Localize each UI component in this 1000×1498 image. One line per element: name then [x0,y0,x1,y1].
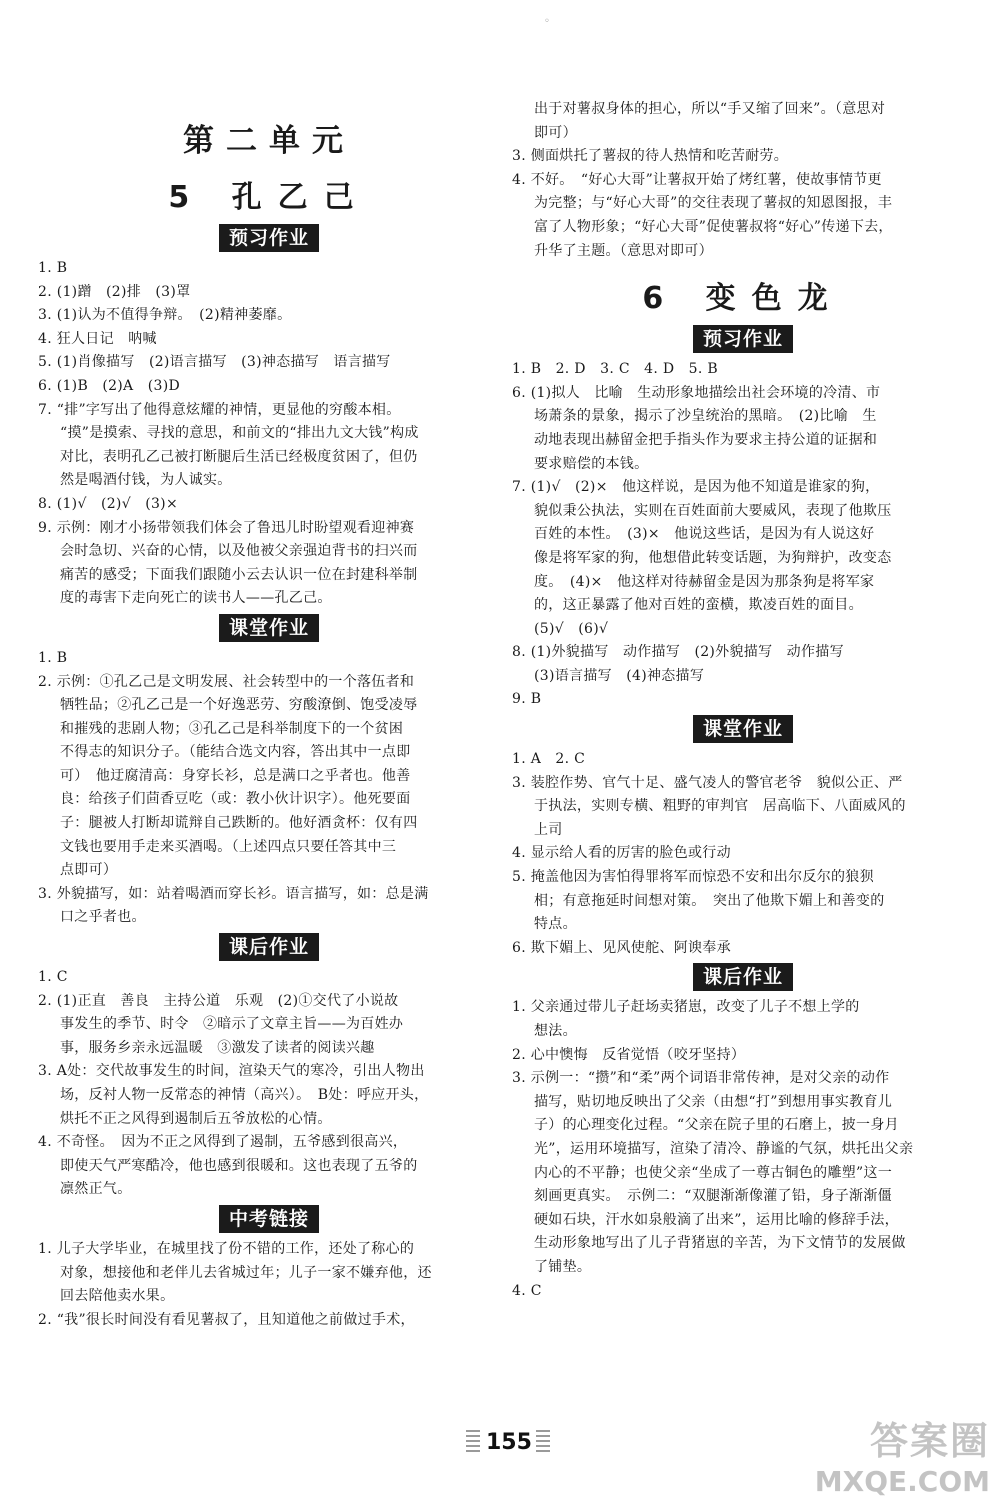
section-heading-label: 预习作业 [219,224,319,252]
answer-line: 子）的心理变化过程。“父亲在院子里的石磨上，披一身月 [534,1117,899,1134]
answer-line: (3)语言描写 (4)神态描写 [534,667,705,684]
left-sections [38,224,500,1332]
answer-line: 9. 示例：刚才小扬带领我们体会了鲁迅儿时盼望观看迎神赛 [38,519,415,536]
answer-line: (5)√ (6)√ [534,620,609,637]
answer-line: 不得志的知识分子。（能结合选文内容，答出其中一点即 [60,744,411,761]
answer-line: 动地表现出赫留金把手指头作为要求主持公道的证据和 [534,431,878,448]
answer-line: 升华了主题。（意思对即可） [534,242,713,259]
right-sections [512,325,974,1303]
answer-line: 度的毒害下走向死亡的读书人——孔乙己。 [60,590,332,607]
answer-line: 口之乎者也。 [60,909,146,926]
section-heading-label: 预习作业 [693,325,793,353]
right-column [512,98,974,1303]
answer-line: 2. (1)蹭 (2)排 (3)罩 [38,283,191,300]
answer-line: 想法。 [534,1023,577,1039]
answer-line: 1. 父亲通过带儿子赶场卖猪崽，改变了儿子不想上学的 [512,999,860,1016]
answer-line: 8. (1)外貌描写 动作描写 (2)外貌描写 动作描写 [512,644,844,661]
page-number-ornament [466,1430,480,1456]
answer-line: 4. 不好。 “好心大哥”让薯叔开始了烤红薯，使故事情节更 [512,171,882,188]
unit-title: 第二单元 [183,123,355,159]
section-heading [512,715,974,743]
answer-line: 3. 外貌描写，如：站着喝酒而穿长衫。语言描写，如：总是满 [38,885,429,902]
answer-line: 出于对薯叔身体的担心，所以“手又缩了回来”。（意思对 [534,101,886,117]
answer-line: 子：腿被人打断却谎辩自己跌断的。他好酒贪杯：仅有四 [60,815,418,832]
answer-line: 痛苦的感受；下面我们跟随小云去认识一位在封建科举制 [60,566,418,583]
answer-line: 1. 儿子大学毕业，在城里找了份不错的工作，还处了称心的 [38,1240,415,1257]
answer-line: 3. 侧面烘托了薯叔的待人热情和吃苦耐劳。 [512,148,789,165]
page-number: 155 [486,1430,532,1455]
answer-line: 文钱也要用手走来买酒喝。（上述四点只要任答其中三 [60,838,397,855]
answer-line: 良：给孩子们茴香豆吃（或：教小伙计识字）。他死要面 [60,791,411,808]
answer-line: 4. C [512,1282,542,1299]
watermark [815,1410,990,1498]
answer-line: 2. 心中懊悔 反省觉悟（咬牙坚持） [512,1046,746,1063]
answer-line: 1. A 2. C [512,751,586,768]
answer-line: 牺牲品；②孔乙己是一个好逸恶劳、穷酸潦倒、饱受凌辱 [60,697,418,714]
answer-line: 刻画更真实。 示例二：“双腿渐渐像灌了铅，身子渐渐僵 [534,1188,892,1205]
answer-line: 1. B [38,260,68,276]
watermark-logo: 答案圈 [869,1419,990,1463]
answer-line: 凛然正气。 [60,1181,132,1198]
answer-line: 硬如石块，汗水如泉般滴了出来”，运用比喻的修辞手法， [534,1211,899,1228]
answer-line: 4. 狂人日记 呐喊 [38,330,157,347]
section-heading [38,1205,500,1233]
continuation-block [512,98,974,263]
answer-line: 5. (1)肖像描写 (2)语言描写 (3)神态描写 语言描写 [38,354,391,371]
answer-line: 回去陪他卖水果。 [60,1288,175,1305]
answer-line: 3. 装腔作势、官气十足、盛气凌人的警官老爷 貌似公正、严 [512,774,903,791]
answer-line: 的，这正暴露了他对百姓的蛮横，欺凌百姓的面目。 [534,597,863,614]
section-heading [38,614,500,642]
answer-line: 4. 不奇怪。 因为不正之风得到了遏制，五爷感到很高兴， [38,1134,408,1151]
section-heading [512,325,974,353]
answer-line: 5. 掩盖他因为害怕得罪将军而惊恐不安和出尔反尔的狼狈 [512,869,874,886]
answer-line: 4. 显示给人看的厉害的脸色或行动 [512,845,731,862]
answer-line: 即使天气严寒酷冷，他也感到很暖和。这也表现了五爷的 [60,1157,418,1174]
answer-line: 8. (1)√ (2)√ (3)× [38,495,178,512]
answer-line: 了铺垫。 [534,1258,592,1275]
lesson-title-6: 6 变色龙 [642,281,844,317]
answer-line: 于执法，实则专横、粗野的审判官 居高临下、八面威风的 [534,798,906,815]
answer-line: 1. B [38,649,68,666]
answer-line: 7. (1)√ (2)× 他这样说，是因为他不知道是谁家的狗， [512,479,880,496]
answer-line: 对象，想接他和老伴儿去省城过年；儿子一家不嫌弃他，还 [60,1264,432,1281]
answer-line: 可） 他迂腐清高：身穿长衫，总是满口之乎者也。他善 [60,767,411,784]
answer-line: 上司 [534,821,563,838]
answer-line: 内心的不平静；也使父亲“坐成了一尊古铜色的雕塑”这一 [534,1164,893,1181]
answer-line: 2. “我”很长时间没有看见薯叔了，且知道他之前做过手术， [38,1311,415,1328]
answer-line: 貌似秉公执法，实则在百姓面前大要威风，表现了他欺压 [534,502,892,519]
answer-line: 然是喝酒付钱，为人诚实。 [60,472,232,489]
answer-line: 度。 (4)× 他这样对待赫留金是因为那条狗是将军家 [534,573,875,590]
answer-line: 3. 示例一：“攒”和“柔”两个词语非常传神，是对父亲的动作 [512,1070,890,1087]
answer-line: 3. (1)认为不值得争辩。 (2)精神萎靡。 [38,307,292,324]
answer-line: 3. A处：交代故事发生的时间，渲染天气的寒冷，引出人物出 [38,1063,425,1080]
answer-line: 会时急切、兴奋的心情，以及他被父亲强迫背书的扫兴而 [60,543,418,560]
answer-line: 即可） [534,124,577,141]
answer-line: 对比，表明孔乙己被打断腿后生活已经极度贫困了，但仍 [60,448,418,465]
answer-line: 场，反衬人物一反常态的神情（高兴）。 B处：呼应开头， [60,1087,429,1103]
answer-line: 6. (1)拟人 比喻 生动形象地描绘出社会环境的冷清、市 [512,384,881,401]
answer-line: 2. (1)正直 善良 主持公道 乐观 (2)①交代了小说故 [38,992,399,1009]
answer-line: 光”，运用环境描写，渲染了清冷、静谧的气氛，烘托出父亲 [534,1140,914,1157]
answer-line: 生动形象地写出了儿子背猪崽的辛苦，为下文情节的发展做 [534,1235,906,1252]
lesson-title-5: 5 孔乙己 [168,180,370,215]
answer-line: 6. (1)B (2)A (3)D [38,377,181,394]
section-heading-label: 课后作业 [693,963,793,991]
answer-line: 要求赔偿的本钱。 [534,455,649,472]
watermark-url: MXQE.COM [814,1465,990,1498]
left-column [38,95,500,1332]
section-heading [512,963,974,991]
answer-line: 烘托不正之风得到遏制后五爷放松的心情。 [60,1110,332,1127]
answer-line: 描写，贴切地反映出了父亲（由想“打”到想用事实教育儿 [534,1093,893,1110]
section-heading-label: 中考链接 [219,1205,319,1233]
answer-line: 和摧残的悲剧人物；③孔乙己是科举制度下的一个贫困 [60,720,404,737]
answer-line: “摸”是摸索、寻找的意思，和前文的“排出九文大钱”构成 [60,425,419,442]
answer-line: 事发生的季节、时令 ②暗示了文章主旨——为百姓办 [60,1016,404,1033]
answer-line: 1. B 2. D 3. C 4. D 5. B [512,361,718,378]
top-mark: ◦ [544,16,550,27]
answer-line: 富了人物形象；“好心大哥”促使薯叔将“好心”传递下去， [534,218,893,235]
page-number-ornament [536,1430,550,1456]
answer-line: 1. C [38,969,68,986]
answer-line: 像是将军家的狗，他想借此转变话题，为狗辩护，改变态 [534,549,892,566]
answer-line: 6. 欺下媚上、见风使舵、阿谀奉承 [512,939,731,956]
answer-line: 事，服务乡亲永远温暖 ③激发了读者的阅读兴趣 [60,1039,375,1056]
answer-line: 场萧条的景象，揭示了沙皇统治的黑暗。 (2)比喻 生 [534,408,877,425]
answer-line: 2. 示例：①孔乙己是文明发展、社会转型中的一个落伍者和 [38,673,415,690]
section-heading [38,933,500,961]
answer-line: 为完整；与“好心大哥”的交往表现了薯叔的知恩图报，丰 [534,195,893,212]
answer-line: 点即可） [60,862,118,879]
section-heading-label: 课堂作业 [219,614,319,642]
section-heading-label: 课后作业 [219,933,319,961]
answer-line: 百姓的本性。 (3)× 他说这些话，是因为有人说这好 [534,526,875,543]
answer-line: 相；有意拖延时间想对策。 突出了他欺下媚上和善变的 [534,892,885,909]
section-heading [38,224,500,252]
answer-line: 特点。 [534,916,577,933]
answer-line: 9. B [512,691,542,708]
section-heading-label: 课堂作业 [693,715,793,743]
answer-line: 7. “排”字写出了他得意炫耀的神情，更显他的穷酸本相。 [38,401,401,418]
